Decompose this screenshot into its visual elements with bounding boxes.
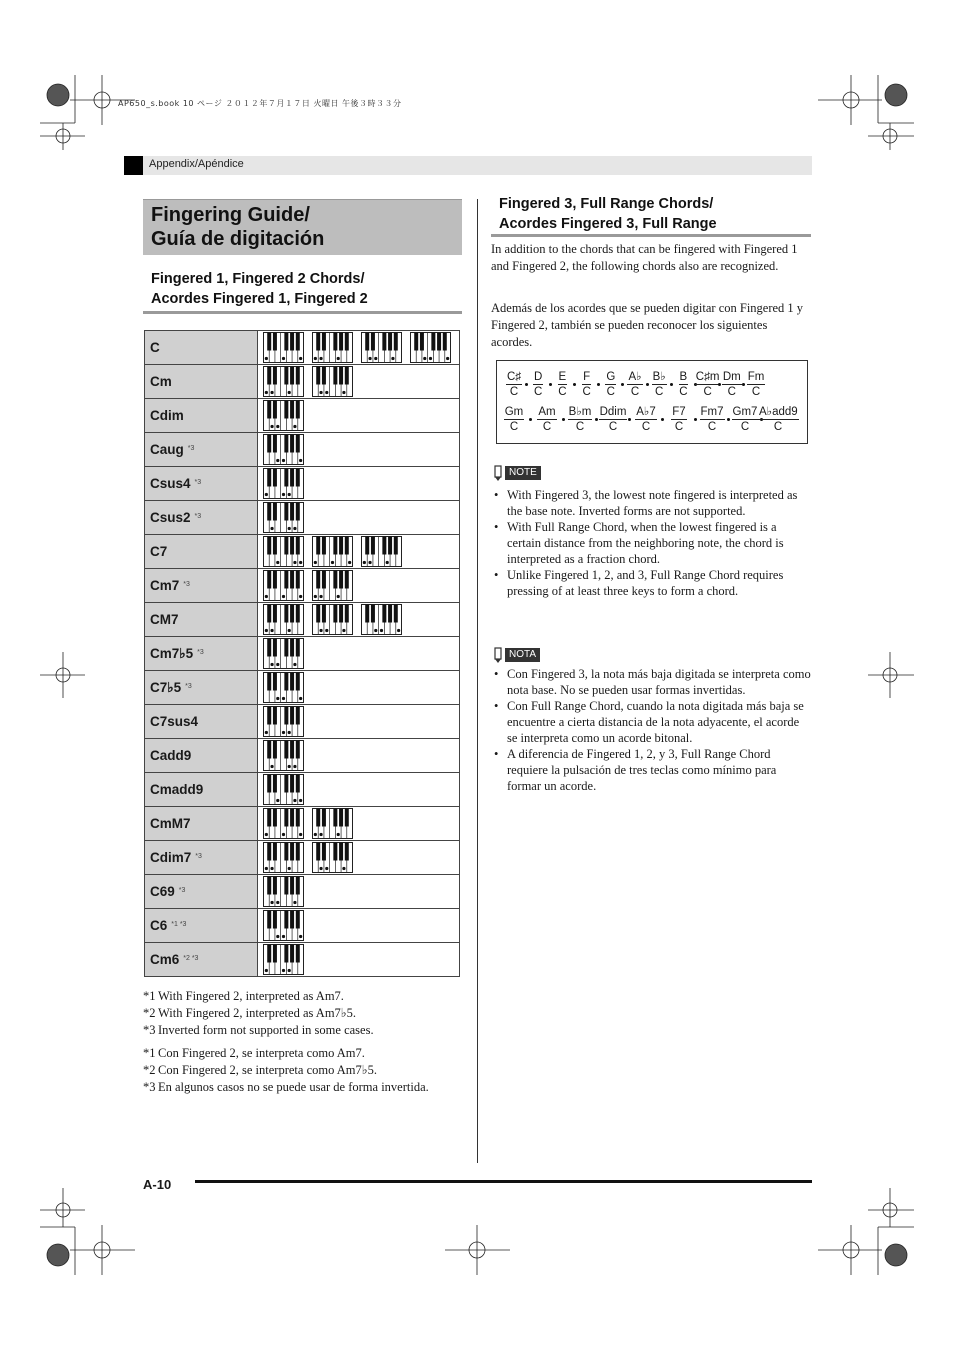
chord-name: Cm7♭5 [150, 645, 194, 661]
keyboard-diagram [312, 604, 353, 635]
chord-diagram-cell [258, 841, 460, 875]
table-row [145, 841, 460, 875]
chord-name-cell [145, 331, 258, 365]
table-row [145, 399, 460, 433]
table-row [145, 569, 460, 603]
note-badge-es [493, 647, 540, 663]
chord-name-cell [145, 433, 258, 467]
chord-footnote-ref: *3 [185, 682, 192, 690]
table-row [145, 603, 460, 637]
fraction-denominator: C [606, 386, 615, 398]
chord-name: CM7 [150, 612, 179, 627]
chord-name: Cadd9 [150, 748, 192, 763]
keyboard-diagram [361, 332, 402, 363]
keyboard-diagram [263, 332, 304, 363]
keyboard-diagram [263, 944, 304, 975]
chord-diagram-cell [258, 331, 460, 365]
fraction-chord [736, 370, 776, 399]
fraction-denominator: C [558, 386, 567, 398]
fraction-denominator: C [509, 421, 519, 433]
notes-es [493, 666, 811, 794]
fraction-denominator: C [641, 421, 651, 433]
right-heading-line-1: Fingered 3, Full Range Chords/ [499, 196, 714, 212]
keyboard-diagram [263, 400, 304, 431]
table-row [145, 705, 460, 739]
chord-name: Csus2 [150, 510, 191, 525]
print-header: AP650_s.book 10 ページ ２０１２年７月１７日 火曜日 午後３時３３分 [118, 99, 402, 108]
fraction-numerator: Gm7 [732, 406, 758, 418]
chord-name: Cm [150, 374, 172, 389]
keyboard-diagram [263, 706, 304, 737]
notes-en [493, 487, 811, 599]
chord-name: Cm6 [150, 952, 180, 967]
footnote: *3 En algunos casos no se puede usar de forma invertida. [143, 1080, 429, 1094]
fraction-denominator: C [727, 386, 736, 398]
fraction-denominator: C [534, 386, 543, 398]
page-title [143, 199, 462, 255]
fraction-numerator: A♭7 [636, 406, 656, 418]
fraction-numerator: Am [538, 406, 556, 418]
footnote: *1 Con Fingered 2, se interpreta como Am7. [143, 1046, 365, 1060]
keyboard-diagram [312, 536, 353, 567]
table-row [145, 807, 460, 841]
fraction-numerator: Dm [722, 371, 741, 383]
fraction-denominator: C [655, 386, 664, 398]
table-row [145, 501, 460, 535]
fraction-numerator: Fm7 [700, 406, 724, 418]
table-row [145, 433, 460, 467]
right-heading-line-2: Acordes Fingered 3, Full Range [499, 216, 717, 232]
chord-diagram-cell [258, 569, 460, 603]
heading-rule [491, 234, 811, 237]
list-item: • With Full Range Chord, when the lowest fingered is a certain distance from the neighboring note, the chord is interpreted as a fraction chord. [493, 519, 811, 567]
chord-name: C [150, 340, 160, 355]
section-label: Appendix/Apéndice [149, 158, 244, 170]
chord-name-cell [145, 365, 258, 399]
keyboard-diagram [263, 672, 304, 703]
chord-name-cell [145, 909, 258, 943]
fraction-denominator: C [674, 421, 684, 433]
chord-diagram-cell [258, 943, 460, 977]
keyboard-diagram [263, 876, 304, 907]
keyboard-diagram [263, 842, 304, 873]
left-heading [151, 269, 368, 309]
footnote: *1 With Fingered 2, interpreted as Am7. [143, 989, 344, 1003]
chord-diagram-cell [258, 467, 460, 501]
fraction-denominator: C [740, 421, 750, 433]
chord-diagram-cell [258, 535, 460, 569]
keyboard-diagram [312, 570, 353, 601]
chord-diagram-cell [258, 399, 460, 433]
list-item: • Unlike Fingered 1, 2, and 3, Full Range Chord requires pressing of at least three keys to form a chord. [493, 567, 811, 599]
footnote: *2 With Fingered 2, interpreted as Am7♭5. [143, 1006, 357, 1020]
fraction-numerator: A♭add9 [759, 406, 798, 418]
chord-name-cell [145, 603, 258, 637]
fraction-denominator: C [751, 386, 761, 398]
title-line-2: Guía de digitación [151, 228, 325, 250]
title-line-1: Fingering Guide/ [151, 204, 310, 226]
fraction-chord [758, 405, 798, 434]
chord-name: C6 [150, 918, 168, 933]
chord-name-cell [145, 501, 258, 535]
footnotes-es [143, 1045, 463, 1096]
chord-name-cell [145, 875, 258, 909]
chord-name-cell [145, 637, 258, 671]
chord-footnote-ref: *1 *3 [171, 921, 187, 928]
chord-diagram-cell [258, 773, 460, 807]
keyboard-diagram [263, 570, 304, 601]
footer-rule [195, 1180, 812, 1183]
fraction-numerator: C♯m [695, 371, 720, 383]
right-heading [499, 194, 717, 234]
keyboard-diagram [312, 808, 353, 839]
intro-paragraph-en: In addition to the chords that can be fingered with Fingered 1 and Fingered 2, the following chords also are recognized. [491, 242, 798, 273]
fraction-numerator: B♭m [568, 406, 592, 418]
keyboard-diagram [263, 910, 304, 941]
chord-footnote-ref: *3 [197, 648, 204, 656]
keyboard-diagram [361, 604, 402, 635]
chord-diagram-cell [258, 705, 460, 739]
column-divider [477, 199, 478, 1163]
fraction-chord-box [496, 360, 808, 444]
chord-footnote-ref: *3 [194, 479, 202, 486]
fraction-denominator: C [575, 421, 585, 433]
chord-footnote-ref: *3 [183, 581, 190, 588]
chord-diagram-cell [258, 365, 460, 399]
keyboard-diagram [263, 774, 304, 805]
fraction-denominator: C [630, 386, 640, 398]
fraction-denominator: C [679, 386, 688, 398]
fraction-numerator: Fm [747, 371, 765, 383]
chord-name-cell [145, 841, 258, 875]
keyboard-diagram [263, 536, 304, 567]
chord-footnote-ref: *3 [194, 513, 202, 520]
fraction-denominator: C [509, 386, 519, 398]
list-item: • A diferencia de Fingered 1, 2, y 3, Full Range Chord requiere la pulsación de tres teclas como mínimo para formar un acorde. [493, 746, 811, 794]
table-row [145, 909, 460, 943]
chord-name-cell [145, 943, 258, 977]
chord-name-cell [145, 671, 258, 705]
fraction-numerator: D [534, 371, 543, 383]
chord-diagram-cell [258, 671, 460, 705]
keyboard-diagram [312, 842, 353, 873]
chord-name-cell [145, 807, 258, 841]
chord-name: C69 [150, 884, 175, 899]
chord-diagram-cell [258, 739, 460, 773]
list-item: • With Fingered 3, the lowest note fingered is interpreted as the base note. Inverted forms are not supported. [493, 487, 811, 519]
chord-name-cell [145, 399, 258, 433]
keyboard-diagram [312, 332, 353, 363]
fraction-denominator: C [707, 421, 717, 433]
fraction-numerator: F7 [672, 406, 686, 418]
table-row [145, 467, 460, 501]
fraction-denominator: C [703, 386, 712, 398]
chord-name: Caug [150, 442, 184, 457]
keyboard-diagram [361, 536, 402, 567]
keyboard-diagram [263, 808, 304, 839]
chord-name-cell [145, 569, 258, 603]
heading-rule [143, 311, 462, 314]
left-heading-line-1: Fingered 1, Fingered 2 Chords/ [151, 271, 365, 287]
chord-name-cell [145, 739, 258, 773]
table-row [145, 331, 460, 365]
chord-name: C7♭5 [150, 679, 182, 695]
chord-name-cell [145, 773, 258, 807]
table-row [145, 773, 460, 807]
list-item: • Con Fingered 3, la nota más baja digitada se interpreta como nota base. No se pueden usar formas invertidas. [493, 666, 811, 698]
fraction-numerator: B [679, 371, 688, 383]
left-heading-line-2: Acordes Fingered 1, Fingered 2 [151, 291, 368, 307]
footnote: *2 Con Fingered 2, se interpreta como Am7♭5. [143, 1063, 378, 1077]
chord-diagram-cell [258, 603, 460, 637]
footnote: *3 Inverted form not supported in some cases. [143, 1023, 374, 1037]
chord-diagram-cell [258, 501, 460, 535]
footnotes-en [143, 988, 463, 1039]
fraction-denominator: C [608, 421, 618, 433]
chord-name: CmM7 [150, 816, 191, 831]
table-row [145, 671, 460, 705]
chord-name-cell [145, 467, 258, 501]
fraction-numerator: G [606, 371, 616, 383]
chord-diagram-cell [258, 637, 460, 671]
table-row [145, 943, 460, 977]
note-label: NOTE [505, 466, 541, 480]
keyboard-diagram [263, 604, 304, 635]
chord-name: Csus4 [150, 476, 191, 491]
note-badge-en [493, 465, 541, 481]
keyboard-diagram [263, 468, 304, 499]
chord-diagram-cell [258, 807, 460, 841]
keyboard-diagram [263, 502, 304, 533]
chord-name: C7sus4 [150, 714, 199, 729]
fraction-numerator: Ddim [599, 406, 627, 418]
chord-name: Cdim [150, 408, 184, 423]
section-marker [124, 156, 143, 175]
pencil-icon [493, 465, 503, 481]
chord-footnote-ref: *2 *3 [183, 955, 199, 962]
fraction-numerator: B♭ [652, 371, 666, 383]
keyboard-diagram [263, 434, 304, 465]
chord-footnote-ref: *3 [178, 887, 186, 894]
fraction-numerator: C♯ [506, 371, 522, 383]
keyboard-diagram [263, 638, 304, 669]
list-item: • Con Full Range Chord, cuando la nota digitada más baja se encuentre a cierta distancia de la nota adyacente, el acorde se interpreta como un acorde bitonal. [493, 698, 811, 746]
chord-name: C7 [150, 544, 168, 559]
table-row [145, 739, 460, 773]
fraction-numerator: Gm [504, 406, 524, 418]
fraction-denominator: C [582, 386, 591, 398]
chord-footnote-ref: *3 [195, 853, 202, 860]
fraction-numerator: E [558, 371, 567, 383]
table-row [145, 875, 460, 909]
table-row [145, 365, 460, 399]
chord-diagram-cell [258, 433, 460, 467]
keyboard-diagram [263, 740, 304, 771]
chord-diagram-cell [258, 875, 460, 909]
keyboard-diagram [263, 366, 304, 397]
pencil-icon [493, 647, 503, 663]
table-row [145, 535, 460, 569]
chord-name: Cm7 [150, 578, 180, 593]
page-number: A-10 [143, 1177, 172, 1192]
keyboard-diagram [410, 332, 451, 363]
fraction-denominator: C [773, 421, 783, 433]
chord-footnote-ref: *3 [187, 445, 195, 452]
chord-table [144, 330, 460, 977]
chord-name: Cdim7 [150, 850, 192, 865]
chord-name: Cmadd9 [150, 782, 204, 797]
fraction-numerator: F [583, 371, 591, 383]
keyboard-diagram [312, 366, 353, 397]
chord-diagram-cell [258, 909, 460, 943]
fraction-denominator: C [542, 421, 552, 433]
table-row [145, 637, 460, 671]
intro-paragraph-es: Además de los acordes que se pueden digitar con Fingered 1 y Fingered 2, también se pueden reconocer los siguientes acordes. [491, 301, 804, 349]
fraction-numerator: A♭ [628, 371, 642, 383]
chord-name-cell [145, 535, 258, 569]
nota-label: NOTA [505, 648, 540, 662]
chord-name-cell [145, 705, 258, 739]
